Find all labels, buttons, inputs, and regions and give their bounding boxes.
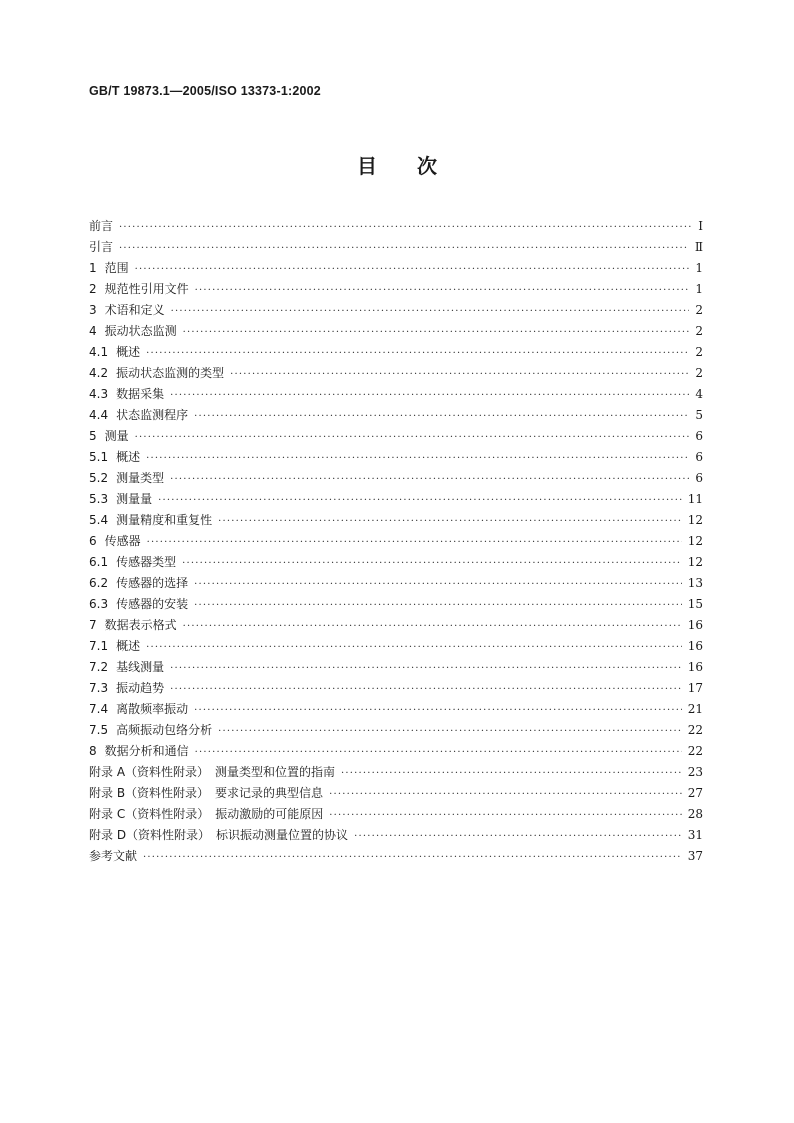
toc-entry[interactable] <box>89 468 703 489</box>
toc-entry-number: 4.1 <box>89 345 109 359</box>
toc-dot-leader <box>158 490 682 511</box>
toc-dot-leader <box>329 805 682 826</box>
toc-entry[interactable] <box>89 825 703 846</box>
toc-entry-label: 规范性引用文件 <box>104 282 189 296</box>
toc-dot-leader <box>195 280 690 301</box>
toc-entry[interactable] <box>89 678 703 699</box>
toc-entry-page: 15 <box>687 597 703 611</box>
toc-entry-page: 27 <box>687 786 703 800</box>
toc-entry[interactable] <box>89 573 703 594</box>
toc-entry[interactable] <box>89 321 703 342</box>
toc-dot-leader <box>183 616 682 637</box>
toc-entry-page: 16 <box>687 660 703 674</box>
toc-entry-label: 测量类型 <box>116 471 165 485</box>
toc-entry[interactable] <box>89 531 703 552</box>
toc-entry[interactable] <box>89 846 703 867</box>
toc-entry[interactable] <box>89 216 703 237</box>
toc-dot-leader <box>146 637 682 658</box>
toc-entry-label: 概述 <box>116 345 141 359</box>
toc-entry-label: 测量精度和重复性 <box>116 513 213 527</box>
toc-entry-number: 7.1 <box>89 639 109 653</box>
toc-entry[interactable] <box>89 237 703 258</box>
toc-dot-leader <box>218 721 682 742</box>
toc-entry-label: 基线测量 <box>116 660 165 674</box>
toc-entry-number: 6.3 <box>89 597 109 611</box>
toc-dot-leader <box>194 406 689 427</box>
toc-entry-label: 附录 D（资料性附录） 标识振动测量位置的协议 <box>89 828 349 842</box>
toc-entry-label: 测量量 <box>116 492 153 506</box>
document-code: GB/T 19873.1—2005/ISO 13373-1:2002 <box>89 84 321 98</box>
toc-entry-page: 2 <box>695 366 703 380</box>
toc-entry-number: 5.3 <box>89 492 109 506</box>
toc-entry-label: 传感器类型 <box>116 555 177 569</box>
toc-entry[interactable] <box>89 657 703 678</box>
toc-entry-label: 振动状态监测的类型 <box>116 366 225 380</box>
toc-entry-number: 7 <box>89 618 97 632</box>
toc-entry-label: 附录 A（资料性附录） 测量类型和位置的指南 <box>89 765 336 779</box>
toc-entry[interactable] <box>89 762 703 783</box>
toc-dot-leader <box>194 700 682 721</box>
toc-dot-leader <box>170 385 689 406</box>
toc-entry[interactable] <box>89 636 703 657</box>
toc-entry-page: 2 <box>695 324 703 338</box>
toc-entry-label: 数据分析和通信 <box>104 744 189 758</box>
toc-entry[interactable] <box>89 279 703 300</box>
toc-entry-label: 引言 <box>89 240 114 254</box>
toc-entry-label: 高频振动包络分析 <box>116 723 213 737</box>
toc-entry-page: 12 <box>687 513 703 527</box>
toc-entry-page: Ⅰ <box>698 219 703 233</box>
toc-entry[interactable] <box>89 363 703 384</box>
toc-dot-leader <box>170 658 682 679</box>
toc-entry-number: 6.2 <box>89 576 109 590</box>
toc-entry-label: 附录 B（资料性附录） 要求记录的典型信息 <box>89 786 324 800</box>
toc-dot-leader <box>182 553 682 574</box>
toc-entry-number: 4 <box>89 324 97 338</box>
toc-entry-number: 1 <box>89 261 97 275</box>
toc-dot-leader <box>341 763 682 784</box>
toc-entry[interactable] <box>89 489 703 510</box>
toc-entry[interactable] <box>89 258 703 279</box>
toc-entry-page: 17 <box>687 681 703 695</box>
toc-entry-number: 5 <box>89 429 97 443</box>
toc-entry[interactable] <box>89 342 703 363</box>
toc-entry-page: 13 <box>687 576 703 590</box>
toc-entry-page: 12 <box>687 534 703 548</box>
toc-dot-leader <box>218 511 682 532</box>
toc-entry-label: 振动趋势 <box>116 681 165 695</box>
toc-dot-leader <box>135 427 690 448</box>
toc-entry-label: 概述 <box>116 450 141 464</box>
toc-dot-leader <box>170 679 682 700</box>
toc-entry[interactable] <box>89 804 703 825</box>
toc-entry-page: 1 <box>695 261 703 275</box>
toc-entry-page: 2 <box>695 303 703 317</box>
toc-entry[interactable] <box>89 510 703 531</box>
toc-dot-leader <box>354 826 682 847</box>
toc-entry-page: 28 <box>687 807 703 821</box>
toc-dot-leader <box>146 343 689 364</box>
toc-entry-page: 5 <box>695 408 703 422</box>
toc-entry[interactable] <box>89 594 703 615</box>
toc-entry-label: 前言 <box>89 219 114 233</box>
toc-entry-page: 31 <box>687 828 703 842</box>
toc-entry-label: 传感器 <box>104 534 141 548</box>
toc-entry[interactable] <box>89 741 703 762</box>
toc-entry[interactable] <box>89 783 703 804</box>
toc-entry-number: 2 <box>89 282 97 296</box>
toc-entry-page: 12 <box>687 555 703 569</box>
toc-entry-page: 22 <box>687 723 703 737</box>
toc-entry-label: 传感器的安装 <box>116 597 189 611</box>
toc-entry[interactable] <box>89 384 703 405</box>
toc-entry-number: 6.1 <box>89 555 109 569</box>
toc-entry[interactable] <box>89 447 703 468</box>
toc-entry-page: 21 <box>687 702 703 716</box>
toc-dot-leader <box>143 847 682 868</box>
toc-entry-number: 4.3 <box>89 387 109 401</box>
toc-entry-page: 23 <box>687 765 703 779</box>
toc-entry[interactable] <box>89 720 703 741</box>
toc-entry-page: 6 <box>695 471 703 485</box>
toc-entry-page: 2 <box>695 345 703 359</box>
toc-dot-leader <box>183 322 690 343</box>
toc-dot-leader <box>170 469 689 490</box>
toc-dot-leader <box>119 217 692 238</box>
toc-entry-number: 4.4 <box>89 408 109 422</box>
toc-dot-leader <box>195 742 682 763</box>
toc-entry-label: 术语和定义 <box>104 303 165 317</box>
toc-entry-page: 11 <box>687 492 703 506</box>
toc-title-char-2: 次 <box>417 154 437 178</box>
toc-entry[interactable] <box>89 300 703 321</box>
toc-entry-number: 7.2 <box>89 660 109 674</box>
toc-entry-label: 数据采集 <box>116 387 165 401</box>
toc-entry-label: 振动状态监测 <box>104 324 177 338</box>
toc-entry-page: 22 <box>687 744 703 758</box>
toc-entry[interactable] <box>89 552 703 573</box>
toc-dot-leader <box>329 784 682 805</box>
toc-dot-leader <box>230 364 689 385</box>
toc-entry-label: 范围 <box>104 261 129 275</box>
toc-title <box>0 150 794 179</box>
toc-entry-label: 数据表示格式 <box>104 618 177 632</box>
toc-entry-number: 5.1 <box>89 450 109 464</box>
toc-entry[interactable] <box>89 699 703 720</box>
toc-entry-number: 3 <box>89 303 97 317</box>
toc-entry[interactable] <box>89 426 703 447</box>
toc-entry-page: 6 <box>695 429 703 443</box>
table-of-contents <box>89 216 703 867</box>
toc-entry[interactable] <box>89 615 703 636</box>
toc-entry-label: 参考文献 <box>89 849 138 863</box>
toc-entry-number: 5.2 <box>89 471 109 485</box>
toc-entry-number: 8 <box>89 744 97 758</box>
toc-dot-leader <box>119 238 689 259</box>
toc-entry-page: 37 <box>687 849 703 863</box>
toc-entry-page: 16 <box>687 639 703 653</box>
toc-entry-number: 5.4 <box>89 513 109 527</box>
toc-entry-number: 4.2 <box>89 366 109 380</box>
toc-entry-number: 6 <box>89 534 97 548</box>
toc-entry[interactable] <box>89 405 703 426</box>
toc-entry-label: 概述 <box>116 639 141 653</box>
toc-entry-label: 状态监测程序 <box>116 408 189 422</box>
toc-entry-number: 7.4 <box>89 702 109 716</box>
toc-entry-page: 16 <box>687 618 703 632</box>
toc-dot-leader <box>147 532 682 553</box>
toc-entry-page: Ⅱ <box>694 240 703 254</box>
toc-entry-label: 传感器的选择 <box>116 576 189 590</box>
toc-title-char-1: 目 <box>357 154 377 178</box>
toc-dot-leader <box>194 574 682 595</box>
toc-dot-leader <box>194 595 682 616</box>
toc-dot-leader <box>171 301 690 322</box>
toc-entry-label: 附录 C（资料性附录） 振动激励的可能原因 <box>89 807 324 821</box>
toc-entry-label: 测量 <box>104 429 129 443</box>
toc-entry-page: 4 <box>695 387 703 401</box>
toc-entry-number: 7.3 <box>89 681 109 695</box>
toc-dot-leader <box>146 448 689 469</box>
toc-entry-label: 离散频率振动 <box>116 702 189 716</box>
toc-entry-number: 7.5 <box>89 723 109 737</box>
toc-dot-leader <box>135 259 690 280</box>
toc-entry-page: 1 <box>695 282 703 296</box>
toc-entry-page: 6 <box>695 450 703 464</box>
